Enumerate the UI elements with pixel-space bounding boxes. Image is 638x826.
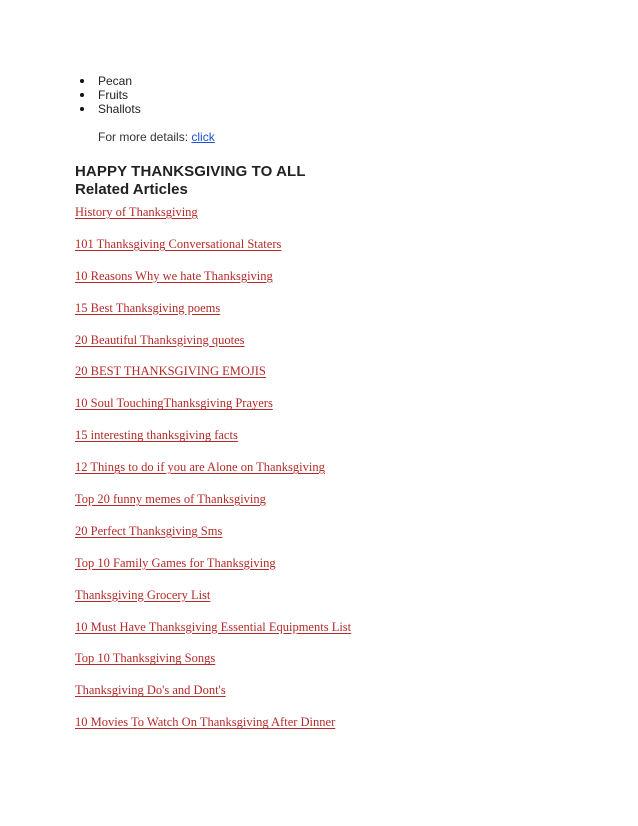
list-item <box>75 427 351 459</box>
list-item <box>75 491 351 523</box>
related-link[interactable]: History of Thanksgiving <box>75 205 198 219</box>
list-item <box>80 74 141 88</box>
bullet-icon <box>80 79 84 83</box>
more-details <box>98 130 215 144</box>
related-articles-title: Related Articles <box>75 181 188 198</box>
bullet-icon <box>80 93 84 97</box>
list-item-text: Shallots <box>98 102 141 116</box>
related-link[interactable]: 15 Best Thanksgiving poems <box>75 300 221 315</box>
list-item-text: Pecan <box>98 74 133 88</box>
list-item <box>75 523 351 555</box>
more-details-label: For more details: <box>98 130 189 144</box>
related-link[interactable]: 15 interesting thanksgiving facts <box>75 428 238 443</box>
list-item <box>75 332 351 364</box>
click-link[interactable]: click <box>191 130 215 144</box>
list-item <box>75 682 351 714</box>
list-item-text: Fruits <box>98 88 128 102</box>
list-item <box>80 88 141 102</box>
list-item <box>75 395 351 427</box>
list-item <box>75 587 351 619</box>
related-link[interactable]: 10 Must Have Thanksgiving Essential Equipments List <box>75 619 352 634</box>
list-item <box>75 650 351 682</box>
list-item <box>80 102 141 116</box>
related-link[interactable]: 10 Movies To Watch On Thanksgiving After Dinner <box>75 715 336 730</box>
list-item <box>75 300 351 332</box>
page-heading: HAPPY THANKSGIVING TO ALL <box>75 163 306 180</box>
list-item <box>75 204 351 236</box>
related-link[interactable]: Thanksgiving Do's and Dont's <box>75 683 226 698</box>
list-item <box>75 236 351 268</box>
list-item <box>75 363 351 395</box>
related-link[interactable]: 20 BEST THANKSGIVING EMOJIS <box>75 364 266 379</box>
related-link[interactable]: Top 20 funny memes of Thanksgiving <box>75 492 266 507</box>
related-link[interactable]: 10 Reasons Why we hate Thanksgiving <box>75 268 273 283</box>
list-item <box>75 459 351 491</box>
related-link[interactable]: 101 Thanksgiving Conversational Staters <box>75 236 282 251</box>
related-link[interactable]: 10 Soul TouchingThanksgiving Prayers <box>75 396 273 411</box>
bullet-icon <box>80 107 84 111</box>
list-item <box>75 555 351 587</box>
related-link[interactable]: Top 10 Thanksgiving Songs <box>75 651 216 666</box>
list-item <box>75 619 351 651</box>
related-articles-list <box>75 204 351 746</box>
related-link[interactable]: Thanksgiving Grocery List <box>75 587 211 602</box>
related-link[interactable]: 20 Beautiful Thanksgiving quotes <box>75 332 245 347</box>
related-link[interactable]: Top 10 Family Games for Thanksgiving <box>75 555 276 570</box>
related-link[interactable]: 20 Perfect Thanksgiving Sms <box>75 523 223 538</box>
ingredient-list <box>80 74 141 116</box>
list-item <box>75 268 351 300</box>
list-item <box>75 714 351 746</box>
related-link[interactable]: 12 Things to do if you are Alone on Thanksgiving <box>75 460 325 475</box>
